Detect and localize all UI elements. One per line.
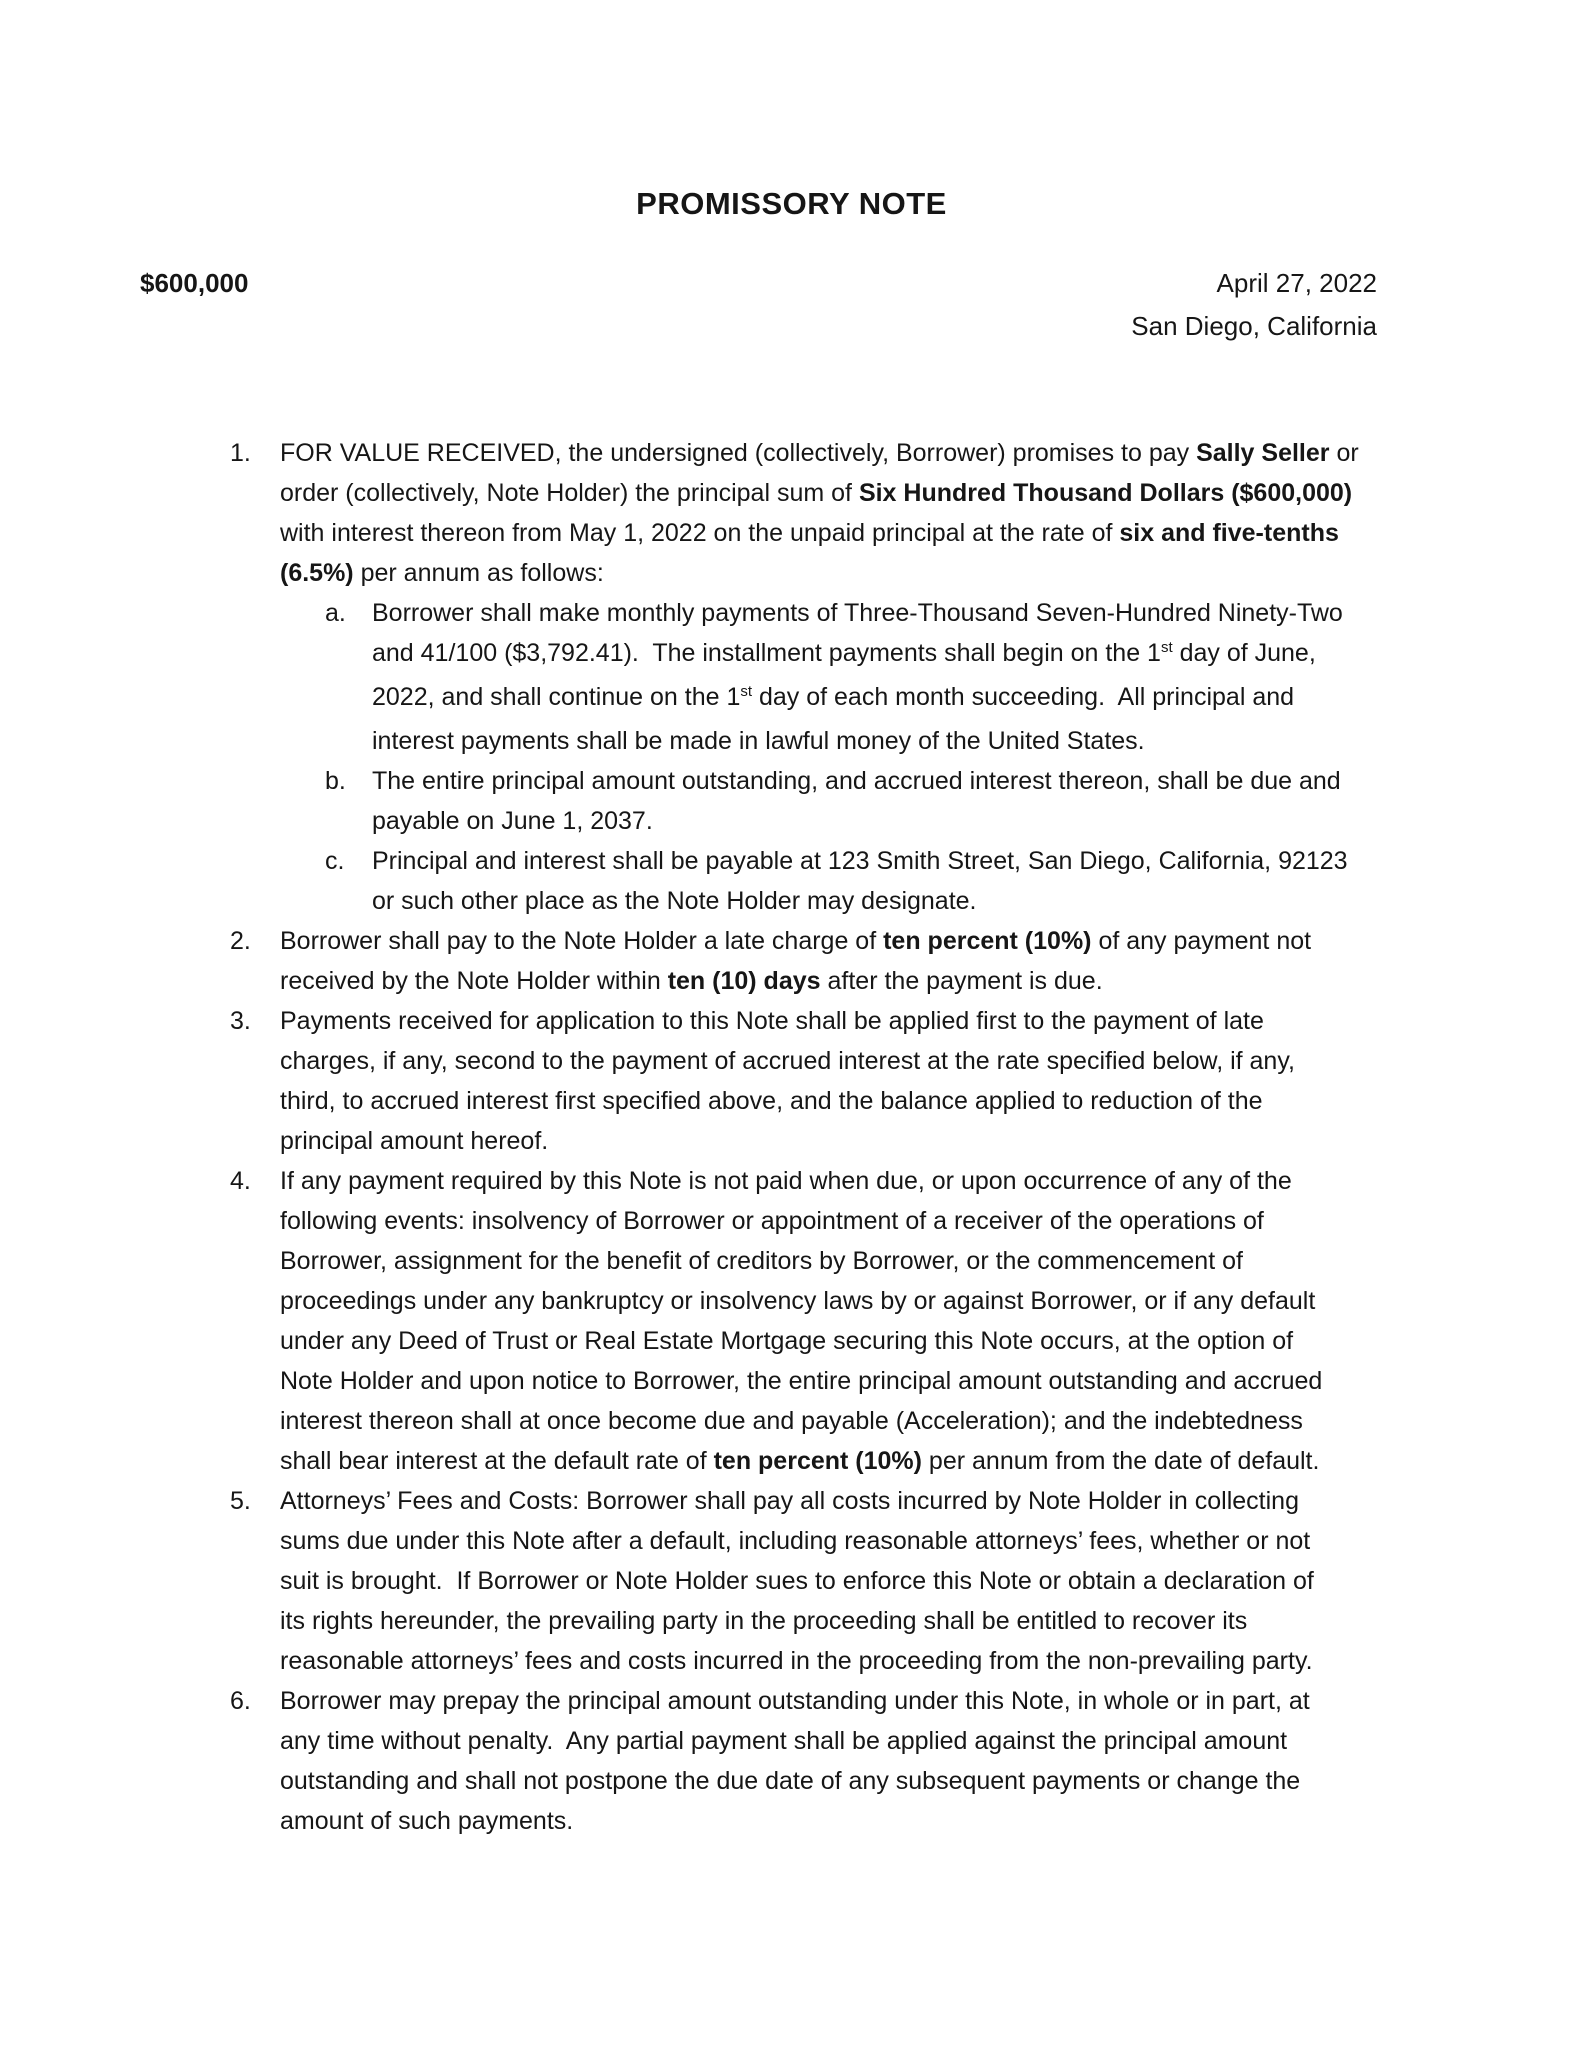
clause-body: [280, 921, 1583, 1001]
clause-body: [280, 433, 1583, 921]
text-run: 2022, and shall continue on the 1: [372, 683, 741, 711]
text-run: amount of such payments.: [280, 1807, 574, 1835]
text-run: day of each month succeeding. All principal and: [752, 683, 1295, 711]
text-line: [372, 677, 1583, 721]
text-line: [372, 721, 1583, 761]
text-line: [280, 1361, 1583, 1401]
clause-number: 2.: [230, 927, 251, 955]
text-run: sums due under this Note after a default, including reasonable attorneys’ fees, whether or not: [280, 1527, 1311, 1555]
clause-body: [280, 1481, 1583, 1681]
text-run: payable on June 1, 2037.: [372, 807, 653, 835]
text-line: [280, 921, 1583, 961]
text-line: [372, 841, 1583, 881]
text-run: order (collectively, Note Holder) the principal sum of: [280, 479, 859, 507]
date-place-block: [1131, 262, 1377, 348]
text-run: third, to accrued interest first specified above, and the balance applied to reduction of the: [280, 1087, 1263, 1115]
text-run: or such other place as the Note Holder may designate.: [372, 887, 977, 915]
bold-text-run: ten percent (10%): [713, 1447, 922, 1475]
clause-body: [280, 1161, 1583, 1481]
text-line: [280, 1601, 1583, 1641]
document-title: PROMISSORY NOTE: [636, 186, 947, 221]
text-line: [280, 1081, 1583, 1121]
text-line: [280, 1401, 1583, 1441]
subclause-letter: a.: [325, 599, 346, 627]
bold-text-run: Six Hundred Thousand Dollars ($600,000): [858, 479, 1353, 507]
text-line: [280, 1001, 1583, 1041]
text-run: day of June,: [1172, 639, 1316, 667]
text-run: under any Deed of Trust or Real Estate Mortgage securing this Note occurs, at the option of: [280, 1327, 1294, 1355]
text-run: Borrower, assignment for the benefit of creditors by Borrower, or the commencement of: [280, 1247, 1243, 1275]
bold-text-run: Sally Seller: [1196, 439, 1330, 467]
text-line: [372, 801, 1583, 841]
text-line: [280, 1481, 1583, 1521]
text-line: [280, 1241, 1583, 1281]
text-run: Borrower shall make monthly payments of Three-Thousand Seven-Hundred Ninety-Two: [372, 599, 1343, 627]
text-line: [280, 1561, 1583, 1601]
text-run: or: [1329, 439, 1359, 467]
text-line: [280, 1121, 1583, 1161]
text-run: proceedings under any bankruptcy or insolvency laws by or against Borrower, or if any default: [280, 1287, 1316, 1315]
text-run: Note Holder and upon notice to Borrower, the entire principal amount outstanding and accrued: [280, 1367, 1323, 1395]
text-run: FOR VALUE RECEIVED, the undersigned (collectively, Borrower) promises to pay: [280, 439, 1197, 467]
text-line: [280, 1161, 1583, 1201]
text-run: interest payments shall be made in lawful money of the United States.: [372, 727, 1145, 755]
subclause-item: [325, 593, 1583, 761]
bold-text-run: ten (10) days: [667, 967, 821, 995]
text-run: Borrower shall pay to the Note Holder a late charge of: [280, 927, 884, 955]
text-line: [280, 1281, 1583, 1321]
text-run: Attorneys’ Fees and Costs: Borrower shall pay all costs incurred by Note Holder in collecting: [280, 1487, 1299, 1515]
document-date: April 27, 2022: [1216, 268, 1377, 298]
subclause-body: [372, 841, 1583, 921]
superscript-run: st: [1160, 639, 1173, 656]
clauses-list: [230, 433, 1583, 1841]
text-run: and 41/100 ($3,792.41). The installment payments shall begin on the 1: [372, 639, 1161, 667]
text-line: [280, 1441, 1583, 1481]
clause-body: [280, 1001, 1583, 1161]
text-line: [280, 513, 1583, 553]
text-run: principal amount hereof.: [280, 1127, 549, 1155]
text-run: received by the Note Holder within: [280, 967, 668, 995]
text-run: shall bear interest at the default rate of: [280, 1447, 714, 1475]
clause-item: [230, 1681, 1583, 1841]
text-line: [280, 1521, 1583, 1561]
bold-text-run: ten percent (10%): [883, 927, 1092, 955]
text-line: [280, 961, 1583, 1001]
text-run: its rights hereunder, the prevailing party in the proceeding shall be entitled to recover its: [280, 1607, 1248, 1635]
clause-number: 4.: [230, 1167, 251, 1195]
text-run: outstanding and shall not postpone the due date of any subsequent payments or change the: [280, 1767, 1301, 1795]
subclause-letter: c.: [325, 847, 345, 875]
text-line: [280, 1721, 1583, 1761]
clause-item: [230, 1001, 1583, 1161]
document-place: San Diego, California: [1131, 311, 1377, 341]
text-line: [372, 633, 1583, 677]
text-line: [280, 1761, 1583, 1801]
clause-number: 1.: [230, 439, 251, 467]
text-run: Principal and interest shall be payable at 123 Smith Street, San Diego, California, 92123: [372, 847, 1348, 875]
subclause-body: [372, 593, 1583, 761]
text-run: of any payment not: [1091, 927, 1312, 955]
text-run: Borrower may prepay the principal amount outstanding under this Note, in whole or in part, at: [280, 1687, 1310, 1715]
text-run: per annum from the date of default.: [921, 1447, 1320, 1475]
bold-text-run: six and five-tenths: [1119, 519, 1339, 547]
text-run: Payments received for application to this Note shall be applied first to the payment of late: [280, 1007, 1264, 1035]
text-run: charges, if any, second to the payment of accrued interest at the rate specified below, if any,: [280, 1047, 1295, 1075]
clause-item: [230, 921, 1583, 1001]
clause-item: [230, 1481, 1583, 1681]
text-line: [280, 1201, 1583, 1241]
text-line: [280, 1681, 1583, 1721]
clause-item: [230, 1161, 1583, 1481]
text-run: after the payment is due.: [820, 967, 1103, 995]
subclause-letter: b.: [325, 767, 346, 795]
text-run: following events: insolvency of Borrower or appointment of a receiver of the operations of: [280, 1207, 1264, 1235]
text-line: [372, 881, 1583, 921]
text-run: reasonable attorneys’ fees and costs incurred in the proceeding from the non-prevailing party.: [280, 1647, 1313, 1675]
text-line: [280, 473, 1583, 513]
clause-body: [280, 1681, 1583, 1841]
superscript-run: st: [740, 683, 753, 700]
text-line: [280, 553, 1583, 593]
text-run: suit is brought. If Borrower or Note Holder sues to enforce this Note or obtain a declaration of: [280, 1567, 1314, 1595]
subclause-item: [325, 761, 1583, 841]
text-line: [280, 433, 1583, 473]
text-line: [280, 1041, 1583, 1081]
bold-text-run: (6.5%): [280, 559, 354, 587]
text-run: any time without penalty. Any partial payment shall be applied against the principal amount: [280, 1727, 1288, 1755]
clause-number: 3.: [230, 1007, 251, 1035]
clause-number: 5.: [230, 1487, 251, 1515]
document-header: [140, 262, 1377, 348]
text-line: [280, 1641, 1583, 1681]
text-run: with interest thereon from May 1, 2022 on the unpaid principal at the rate of: [280, 519, 1120, 547]
subclause-item: [325, 841, 1583, 921]
text-line: [280, 1801, 1583, 1841]
clause-number: 6.: [230, 1687, 251, 1715]
text-run: If any payment required by this Note is not paid when due, or upon occurrence of any of the: [280, 1167, 1292, 1195]
principal-amount: $600,000: [140, 268, 249, 298]
text-line: [372, 761, 1583, 801]
text-run: The entire principal amount outstanding, and accrued interest thereon, shall be due and: [372, 767, 1341, 795]
text-line: [372, 593, 1583, 633]
text-line: [280, 1321, 1583, 1361]
clause-item: [230, 433, 1583, 921]
text-run: interest thereon shall at once become due and payable (Acceleration); and the indebtedness: [280, 1407, 1303, 1435]
text-run: per annum as follows:: [353, 559, 604, 587]
subclause-body: [372, 761, 1583, 841]
